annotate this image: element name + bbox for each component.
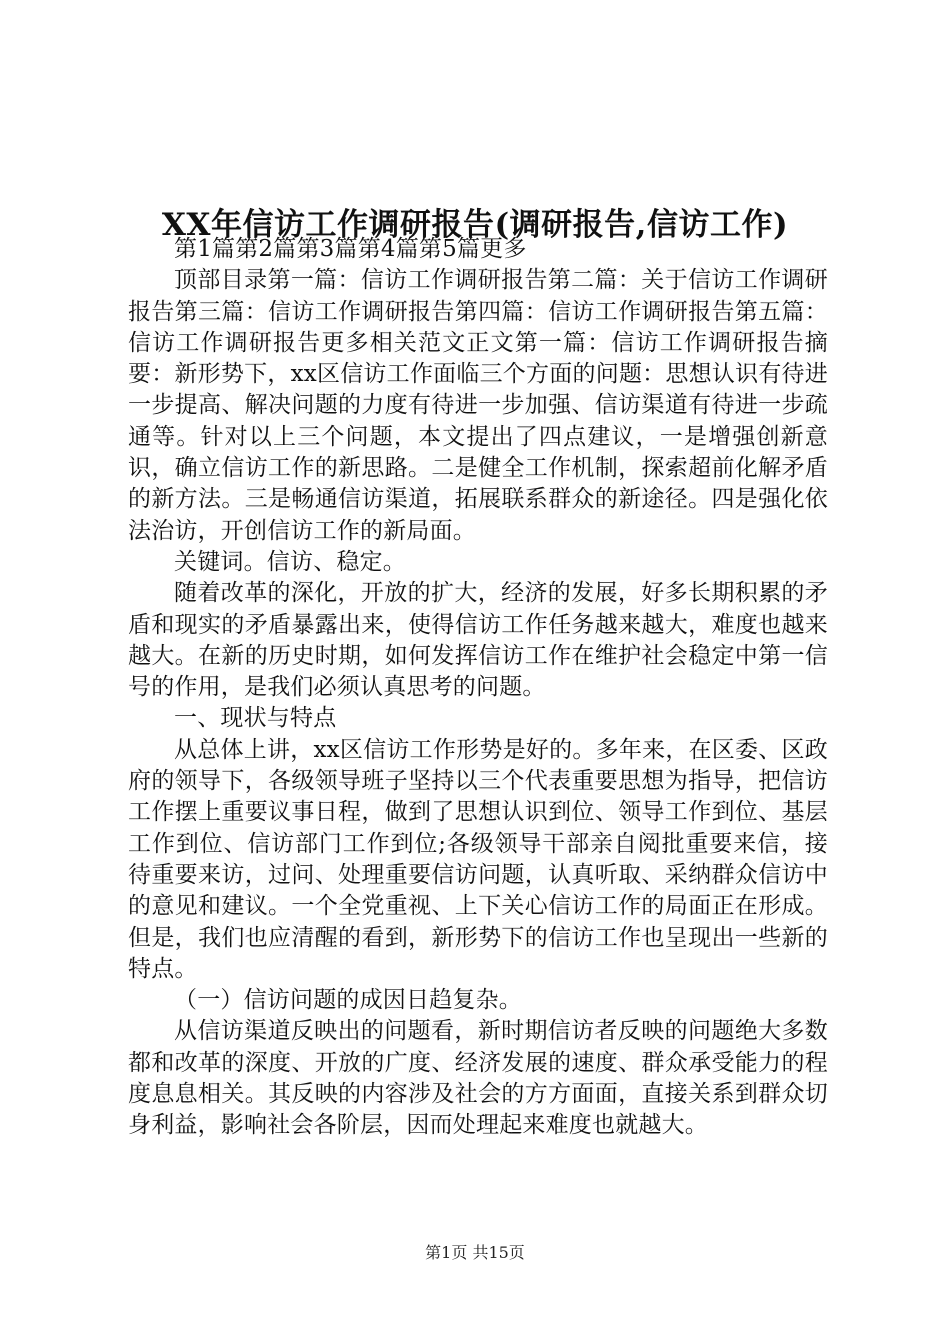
subsection-heading-causes: （一）信访问题的成因日趋复杂。: [174, 987, 522, 1014]
document-body: [128, 234, 828, 1142]
intro-paragraph: 随着改革的深化，开放的扩大，经济的发展，好多长期积累的矛盾和现实的矛盾暴露出来，使得信访工作任务越来越大，难度也越来越大。在新的历史时期，如何发挥信访工作在维护社会稳定中第一信号的作用，是我们必须认真思考的问题。: [128, 580, 828, 701]
page-number-footer: 第1页 共15页: [425, 1243, 525, 1262]
status-paragraph: 从总体上讲，xx区信访工作形势是好的。多年来，在区委、区政府的领导下，各级领导班子坚持以三个代表重要思想为指导，把信访工作摆上重要议事日程，做到了思想认识到位、领导工作到位、基层工作到位、信访部门工作到位;各级领导干部亲自阅批重要来信，接待重要来访，过问、处理重要信访问题，认真听取、采纳群众信访中的意见和建议。一个全党重视、上下关心信访工作的局面正在形成。但是，我们也应清醒的看到，新形势下的信访工作也呈现出一些新的特点。: [128, 736, 828, 982]
section-heading-status: 一、现状与特点: [174, 705, 337, 732]
document-title: XX年信访工作调研报告(调研报告,信访工作): [161, 206, 789, 243]
keywords-paragraph: 关键词。信访、稳定。: [174, 548, 406, 575]
table-of-contents-and-abstract: 顶部目录第一篇：信访工作调研报告第二篇：关于信访工作调研报告第三篇：信访工作调研报告第四篇：信访工作调研报告第五篇：信访工作调研报告更多相关范文正文第一篇：信访工作调研报告摘要：新形势下，xx区信访工作面临三个方面的问题：思想认识有待进一步提高、解决问题的力度有待进一步加强、信访渠道有待进一步疏通等。针对以上三个问题，本文提出了四点建议，一是增强创新意识，确立信访工作的新思路。二是健全工作机制，探索超前化解矛盾的新方法。三是畅通信访渠道，拓展联系群众的新途径。四是强化依法治访，开创信访工作的新局面。: [128, 267, 828, 544]
causes-paragraph: 从信访渠道反映出的问题看，新时期信访者反映的问题绝大多数都和改革的深度、开放的广度、经济发展的速度、群众承受能力的程度息息相关。其反映的内容涉及社会的方方面面，直接关系到群众切身利益，影响社会各阶层，因而处理起来难度也就越大。: [128, 1018, 828, 1139]
section-links: 第1篇第2篇第3篇第4篇第5篇更多: [174, 236, 527, 262]
